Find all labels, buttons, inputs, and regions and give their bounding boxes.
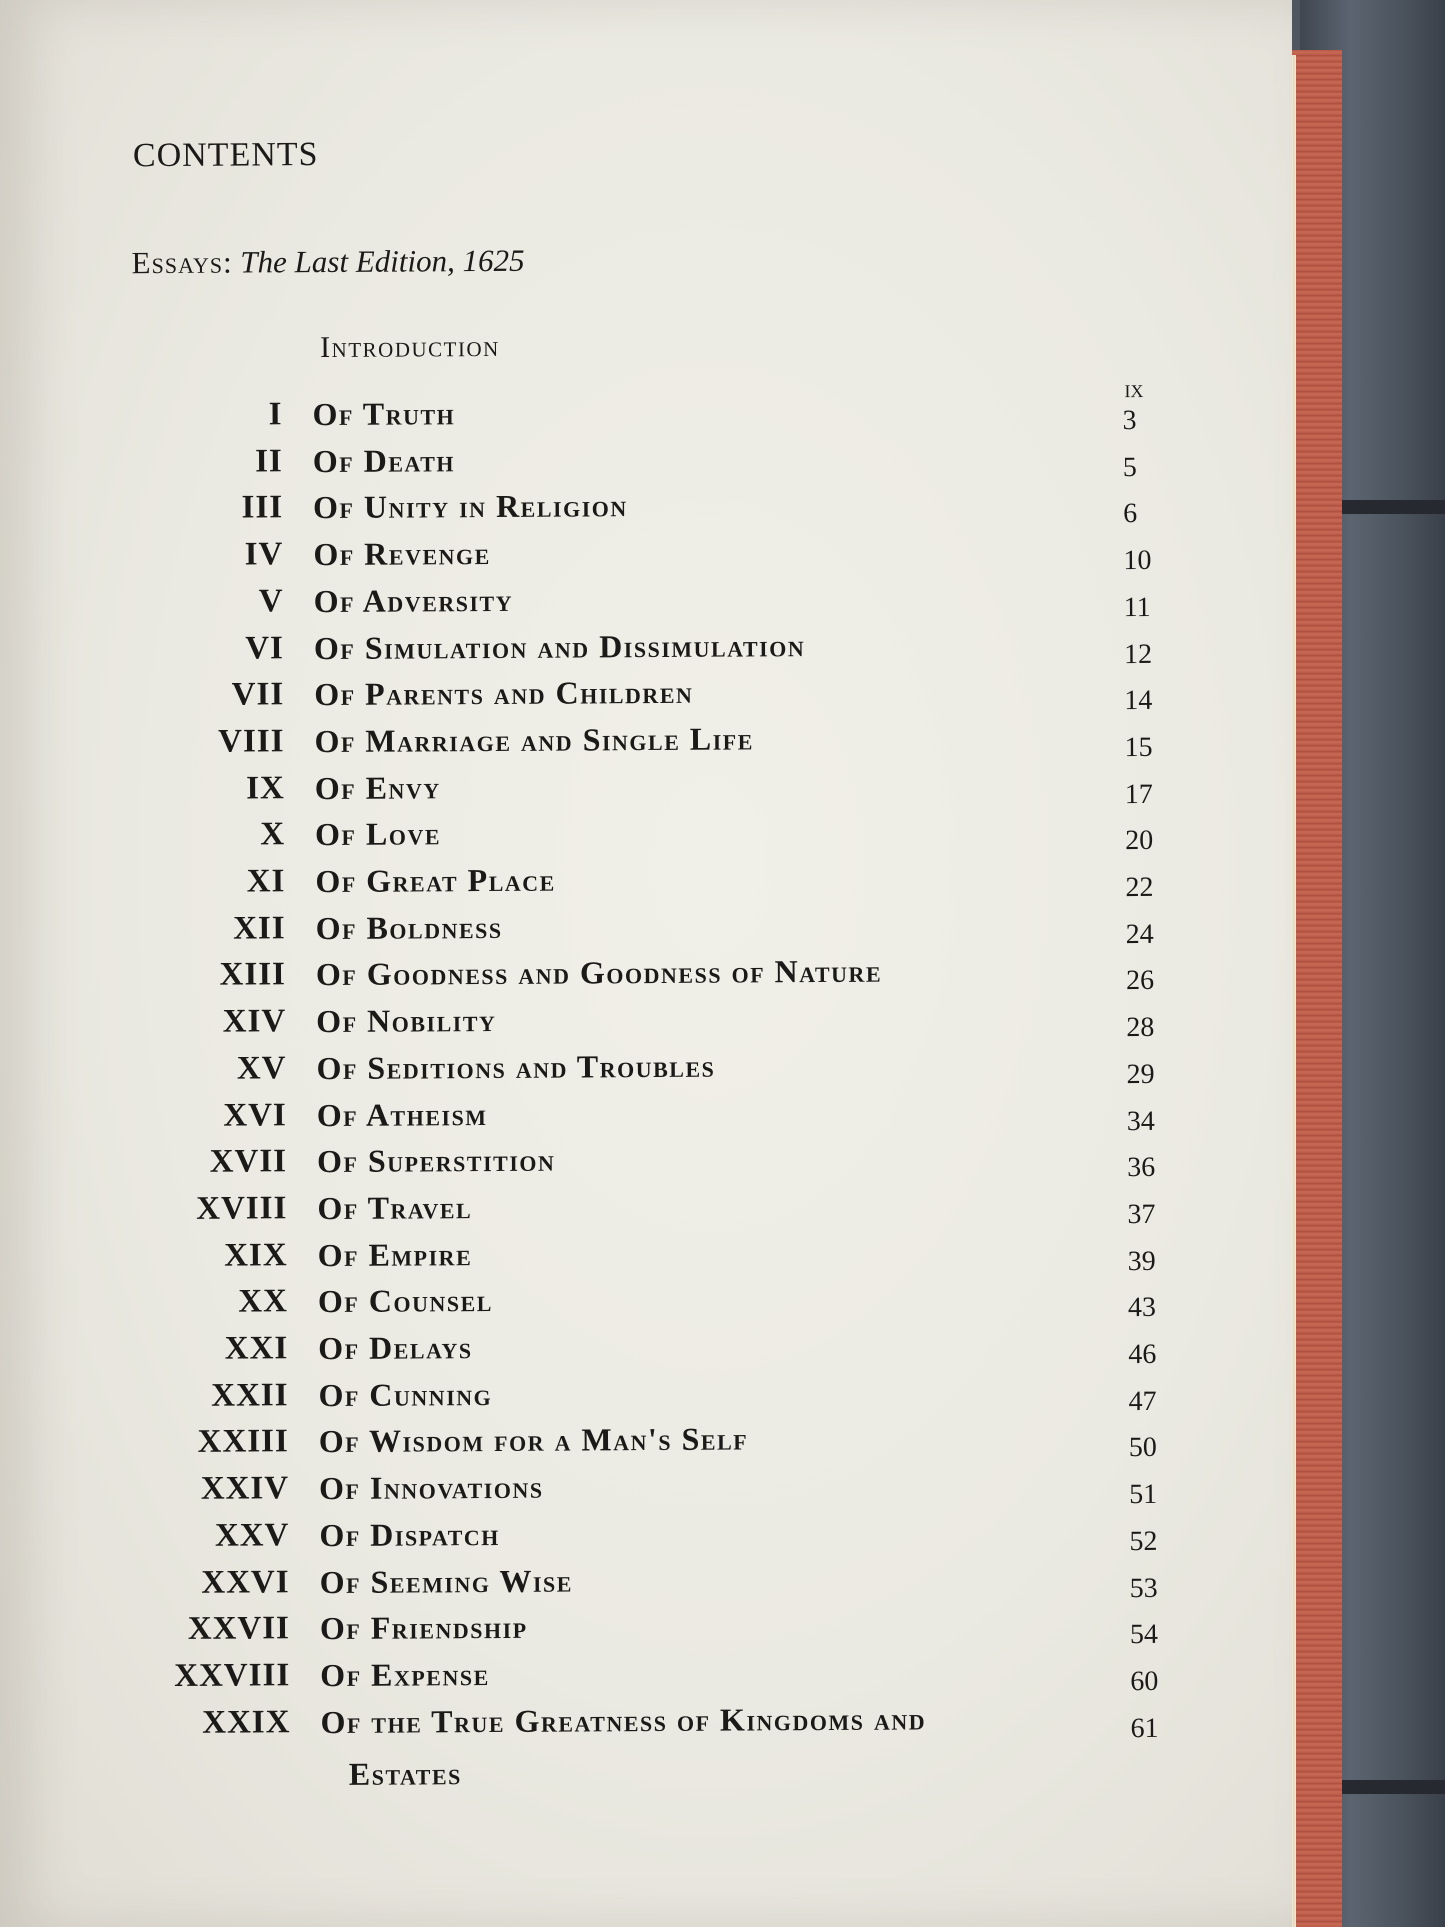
entry-continuation: Estates: [348, 1755, 462, 1792]
chapter-title: Of Seditions and Troubles: [316, 1047, 716, 1086]
page-number: 47: [1128, 1385, 1157, 1417]
contents-entry: [3, 484, 1253, 538]
chapter-number: XIII: [219, 956, 287, 994]
chapter-number: XXIV: [200, 1470, 290, 1507]
page-number: 36: [1127, 1152, 1156, 1184]
chapter-title: Of Unity in Religion: [312, 487, 628, 526]
page-number: 29: [1126, 1058, 1155, 1090]
chapter-title: Of Innovations: [318, 1468, 544, 1507]
chapter-number: XVII: [209, 1143, 288, 1180]
contents-entry: [3, 437, 1253, 491]
contents-entry: [5, 857, 1255, 911]
chapter-title: Of Revenge: [313, 535, 491, 573]
chapter-title: Of Seeming Wise: [319, 1562, 573, 1600]
page-number: 22: [1125, 871, 1154, 904]
subtitle-edition: The Last Edition, 1625: [240, 242, 525, 280]
chapter-title: Of Dispatch: [319, 1515, 500, 1553]
chapter-title: Of Parents and Children: [314, 673, 694, 713]
chapter-title: Of Cunning: [318, 1375, 493, 1413]
chapter-title: Of Wisdom for a Man's Self: [318, 1420, 749, 1460]
chapter-title: Of Love: [314, 815, 442, 853]
page-number: 14: [1124, 685, 1153, 717]
chapter-title: Of Expense: [320, 1655, 490, 1693]
page-number: 5: [1122, 451, 1137, 483]
page-number: 10: [1123, 545, 1152, 577]
contents-entry: [4, 717, 1254, 771]
page-number: 12: [1123, 638, 1153, 670]
contents-entry: [5, 811, 1255, 865]
chapter-number: VIII: [218, 723, 285, 760]
chapter-title: Of Adversity: [313, 581, 514, 619]
chapter-number: XXIII: [197, 1423, 289, 1461]
contents-entry: [4, 671, 1254, 725]
page-number: 54: [1129, 1619, 1159, 1651]
contents-entry: [5, 764, 1255, 818]
chapter-title: Of Delays: [318, 1329, 473, 1367]
chapter-number: VII: [231, 676, 285, 713]
chapter-number: III: [241, 489, 284, 526]
chapter-title: Of Goodness and Goodness of Nature: [315, 953, 883, 993]
chapter-title: Of Death: [312, 441, 456, 479]
contents-entry: [8, 1278, 1258, 1332]
chapter-number: X: [260, 816, 286, 853]
contents-entry: [6, 997, 1256, 1051]
chapter-number: XXII: [211, 1376, 289, 1414]
page-number: 3: [1122, 405, 1137, 437]
contents-entry: [8, 1371, 1258, 1425]
contents-entry: [2, 390, 1252, 444]
page-number: 61: [1130, 1712, 1159, 1744]
page-number: 24: [1125, 918, 1154, 950]
subtitle-prefix: Essays:: [131, 244, 233, 281]
contents-entry: [6, 904, 1256, 958]
chapter-title: Of Superstition: [316, 1141, 556, 1180]
chapter-number: XIX: [224, 1236, 288, 1274]
page-title: CONTENTS: [132, 136, 319, 175]
page-number: 43: [1127, 1292, 1157, 1324]
contents-entry: [10, 1651, 1260, 1705]
contents-entry: [10, 1698, 1260, 1752]
chapter-title: Of Envy: [314, 768, 441, 806]
page-number: 17: [1124, 778, 1153, 810]
chapter-number: XI: [246, 863, 286, 900]
chapter-number: XII: [233, 909, 286, 947]
contents-entry: [10, 1558, 1260, 1612]
contents-entry: [4, 624, 1254, 678]
contents-entry: [4, 577, 1254, 631]
chapter-number: XXVII: [187, 1610, 291, 1648]
chapter-number: XXVIII: [174, 1657, 291, 1694]
chapter-title: Of Marriage and Single Life: [314, 720, 754, 759]
page-number: 52: [1129, 1525, 1158, 1557]
chapter-number: XXI: [224, 1330, 289, 1367]
chapter-number: XIV: [222, 1003, 287, 1040]
page-number: 37: [1127, 1198, 1156, 1231]
chapter-title: Of Empire: [317, 1235, 473, 1273]
chapter-number: XXV: [214, 1517, 290, 1554]
chapter-title: Of Atheism: [316, 1095, 488, 1133]
chapter-title: Of Truth: [312, 395, 456, 433]
page-number: 34: [1126, 1105, 1155, 1137]
chapter-title: Of Friendship: [319, 1608, 528, 1647]
page-number: 53: [1129, 1572, 1158, 1604]
page-number: 20: [1125, 825, 1154, 857]
contents-entry: [9, 1418, 1259, 1472]
introduction-page: ix: [1124, 376, 1144, 404]
contents-entry: [8, 1231, 1258, 1285]
page-number: 60: [1130, 1665, 1159, 1698]
page-number: 51: [1129, 1479, 1158, 1511]
chapter-title: Of Great Place: [315, 861, 556, 900]
chapter-number: VI: [245, 629, 285, 667]
chapter-number: IV: [244, 536, 284, 573]
contents-entry: [10, 1605, 1260, 1659]
contents-entry: [9, 1511, 1259, 1565]
introduction-label: Introduction: [320, 329, 500, 365]
chapter-number: XXIX: [202, 1703, 291, 1741]
page-number: 28: [1126, 1012, 1155, 1044]
page-number: 15: [1124, 731, 1153, 764]
contents-entry: [8, 1324, 1258, 1378]
chapter-number: XXVI: [201, 1563, 290, 1601]
contents-entry: [6, 1044, 1256, 1098]
page-number: 39: [1127, 1245, 1156, 1277]
contents-entry: [7, 1184, 1257, 1238]
chapter-number: V: [258, 583, 284, 620]
page-number: 46: [1128, 1338, 1157, 1371]
page-number: 11: [1123, 591, 1151, 623]
page-number: 26: [1125, 965, 1155, 997]
chapter-number: XX: [238, 1283, 289, 1320]
contents-entry: [7, 1091, 1257, 1145]
contents-entry: [6, 951, 1256, 1005]
chapter-number: IX: [246, 769, 285, 807]
chapter-title: Of Nobility: [316, 1002, 497, 1040]
chapter-title: Of Counsel: [317, 1282, 493, 1320]
contents-entry: [9, 1464, 1259, 1518]
chapter-number: II: [255, 442, 283, 480]
chapter-title: Of the True Greatness of Kingdoms and: [320, 1699, 927, 1740]
page-number: 50: [1128, 1432, 1157, 1464]
chapter-number: XVI: [223, 1096, 287, 1134]
chapter-number: XVIII: [196, 1190, 288, 1227]
page-number: 6: [1123, 498, 1138, 530]
edition-subtitle: [132, 243, 525, 281]
chapter-title: Of Travel: [317, 1189, 473, 1226]
contents-entry: [3, 530, 1253, 584]
contents-entry: [7, 1138, 1257, 1192]
chapter-title: Of Simulation and Dissimulation: [313, 626, 806, 666]
chapter-number: XV: [236, 1050, 287, 1087]
chapter-number: I: [268, 396, 283, 433]
chapter-title: Of Boldness: [315, 908, 503, 946]
